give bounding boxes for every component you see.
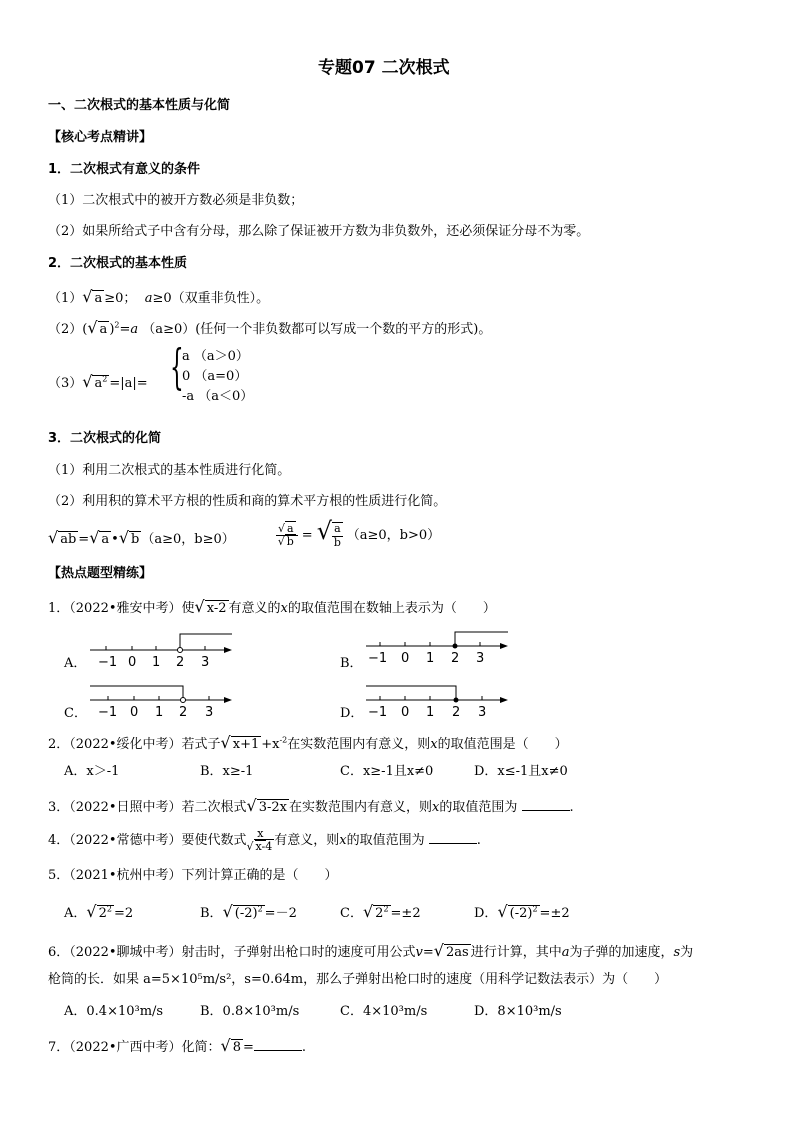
q1-option-c-label[interactable]: C．	[64, 706, 87, 721]
q1-option-d-numberline[interactable]	[364, 682, 514, 722]
point-1-heading: 1．二次根式有意义的条件	[48, 162, 201, 177]
q4-answer-blank[interactable]	[429, 843, 477, 844]
product-rule: √ ab =√ a •√ b （a≥0，b≥0）	[48, 528, 235, 547]
question-5-stem: 5．（2021•杭州中考）下列计算正确的是（ ）	[48, 868, 338, 883]
q5-option-d[interactable]: D．√ $(-2)^2 =\pm 2$	[474, 902, 570, 921]
property-2: （2）(√ a )$^2$=a （a≥0）(任何一个非负数都可以写成一个数的平方的形式)。	[48, 318, 492, 337]
q2-option-a[interactable]: A．x＞-1	[64, 764, 120, 779]
cases-list	[182, 347, 253, 407]
svg-text:0: 0	[128, 655, 137, 670]
svg-text:1: 1	[155, 705, 164, 720]
core-points-header: 【核心考点精讲】	[48, 130, 153, 145]
q2-option-d[interactable]: D．x≤-1且x≠0	[474, 764, 568, 779]
q6-option-c[interactable]: C．4×10³m/s	[340, 1004, 428, 1019]
q1-option-c-numberline[interactable]	[88, 682, 238, 722]
svg-text:0: 0	[401, 651, 410, 666]
point-3-line-2: （2）利用积的算术平方根的性质和商的算术平方根的性质进行化简。	[48, 494, 447, 509]
q1-option-d-label[interactable]: D．	[340, 706, 364, 721]
point-2-heading: 2．二次根式的基本性质	[48, 256, 188, 271]
q2-option-c[interactable]: C．x≥-1且x≠0	[340, 764, 434, 779]
case-zero: 0 （a=0）	[182, 369, 248, 384]
point-1-line-1: （1）二次根式中的被开方数必须是非负数；	[48, 193, 304, 208]
svg-text:0: 0	[401, 705, 410, 720]
q3-answer-blank[interactable]	[522, 810, 570, 811]
question-4-stem: 4．（2022•常德中考）要使代数式 $\frac{x}{√ x-4}$ 有意义，则x的取值范围为 .	[48, 827, 481, 854]
question-6-stem-line-2: 枪筒的长．如果 a=5×10⁵m/s²，s=0.64m，那么子弹射出枪口时的速度（用科学记数法表示）为（ ）	[48, 972, 668, 987]
question-3-stem: 3．（2022•日照中考）若二次根式√ 3-2x 在实数范围内有意义，则x的取值范围为 .	[48, 796, 574, 815]
question-6-stem-line-1: 6．（2022•聊城中考）射击时，子弹射出枪口时的速度可用公式v=√ 2as 进行计算，其中a为子弹的加速度，s为	[48, 941, 694, 960]
point-3-heading: 3．二次根式的化简	[48, 431, 162, 446]
question-7-stem: 7．（2022•广西中考）化简：√ 8 = .	[48, 1036, 307, 1055]
q5-option-c[interactable]: C．√ $2^2 =\pm 2$	[340, 902, 421, 921]
point-3-line-1: （1）利用二次根式的基本性质进行化简。	[48, 463, 291, 478]
case-positive: a （a＞0）	[182, 349, 249, 364]
q1-option-b-numberline[interactable]	[364, 628, 514, 670]
page-title: 专题07 二次根式	[318, 58, 450, 78]
svg-text:−1: −1	[368, 651, 388, 666]
question-1-stem: 1．（2022•雅安中考）使√ x-2 有意义的x的取值范围在数轴上表示为（ ）	[48, 597, 496, 616]
svg-text:3: 3	[201, 655, 210, 670]
q7-answer-blank[interactable]	[254, 1050, 302, 1051]
svg-text:1: 1	[426, 651, 435, 666]
svg-text:2: 2	[176, 655, 185, 670]
section-heading: 一、二次根式的基本性质与化简	[48, 98, 231, 113]
property-1: （1）√ a ≥0； a≥0（双重非负性）。	[48, 287, 270, 306]
q2-option-b[interactable]: B．x≥-1	[200, 764, 254, 779]
q6-option-b[interactable]: B．0.8×10³m/s	[200, 1004, 300, 1019]
hot-topics-header: 【热点题型精练】	[48, 566, 153, 581]
q5-option-a[interactable]: A．√ $2^2 =2$	[64, 902, 134, 921]
svg-text:−1: −1	[98, 655, 118, 670]
point-1-line-2: （2）如果所给式子中含有分母，那么除了保证被开方数为非负数外，还必须保证分母不为零。	[48, 224, 590, 239]
brace-icon: {	[170, 339, 184, 395]
svg-text:3: 3	[476, 651, 485, 666]
case-negative: -a （a＜0）	[182, 389, 254, 404]
svg-text:1: 1	[426, 705, 435, 720]
q6-option-d[interactable]: D．8×10³m/s	[474, 1004, 562, 1019]
q5-option-b[interactable]: B．√ $(-2)^2 =-2$	[200, 902, 297, 921]
q1-option-b-label[interactable]: B．	[340, 656, 363, 671]
svg-text:2: 2	[452, 705, 461, 720]
question-2-stem: 2．（2022•绥化中考）若式子√ $x+1 +x^{-2}$在实数范围内有意义，则x的取值范围是（ ）	[48, 733, 568, 752]
property-3: （3）√ $a^2 =|a|=$	[48, 372, 148, 391]
svg-text:3: 3	[205, 705, 214, 720]
svg-text:3: 3	[478, 705, 487, 720]
q1-option-a-label[interactable]: A．	[64, 656, 87, 671]
svg-text:−1: −1	[368, 705, 388, 720]
svg-text:2: 2	[179, 705, 188, 720]
quotient-rule: $\frac{√ a}{√ b}$ = √ $\frac{a}{b}$ （a≥0，b>0）	[277, 517, 441, 549]
svg-text:−1: −1	[98, 705, 118, 720]
q1-option-a-numberline[interactable]	[88, 628, 238, 670]
svg-text:1: 1	[152, 655, 161, 670]
q6-option-a[interactable]: A．0.4×10³m/s	[64, 1004, 164, 1019]
svg-text:0: 0	[130, 705, 139, 720]
svg-text:2: 2	[451, 651, 460, 666]
